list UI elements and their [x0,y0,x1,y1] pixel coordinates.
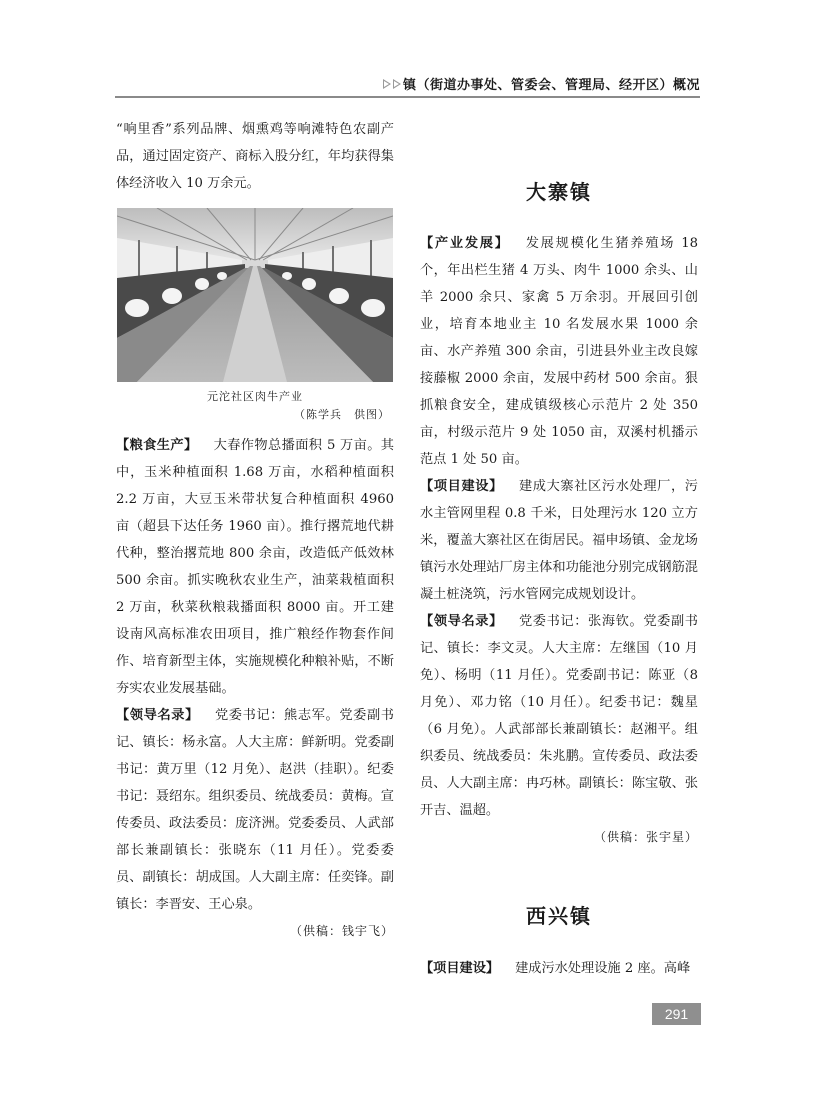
dazhai-project-tag: 【项目建设】 [420,479,503,494]
dazhai-leaders-paragraph [420,608,698,824]
running-header [115,72,700,98]
left-body [116,432,394,945]
xixing-body [420,955,698,982]
left-leaders-paragraph [116,702,394,918]
dazhai-industry-paragraph [420,230,698,473]
left-intro-block [116,116,394,197]
xixing-project-paragraph [420,955,698,982]
photo-credit: （陈学兵 供图） [294,408,390,421]
dazhai-industry-tag: 【产业发展】 [420,236,510,251]
photo-illustration [117,208,393,382]
photo-caption: 元沱社区肉牛产业 [207,390,303,403]
dazhai-leaders-tag: 【领导名录】 [420,614,503,629]
triangle-right-icon [383,79,391,89]
xixing-project-tag: 【项目建设】 [420,961,500,976]
left-leaders-text: 党委书记：熊志军。党委副书记、镇长：杨永富。人大主席：鲜新明。党委副书记：黄万里（12 月免）、赵洪（挂职）。纪委书记：聂绍东。组织委员、统战委员：黄梅。宣传委员、政法委员：庞济洲。党委委员、人武部部长兼副镇长：张晓东（11 月任）。党委委员、副镇长：胡成国。人大副主席：任奕锋。副镇长：李晋安、王心泉。 [116,708,394,912]
header-title: 镇（街道办事处、管委会、管理局、经开区）概况 [402,78,700,93]
dazhai-contributor-credit: （供稿：张宇星） [593,830,698,844]
left-leaders-tag: 【领导名录】 [116,708,199,723]
page-number: 291 [652,1003,701,1025]
section-title-dazhai: 大寨镇 [526,180,592,204]
grain-production-text: 大春作物总播面积 5 万亩。其中，玉米种植面积 1.68 万亩，水稻种植面积 2.2 万亩，大豆玉米带状复合种植面积 4960 亩（超县下达任务 1960 亩）。推行撂荒地代耕代种，整治撂荒地 800 余亩，改造低产低效林 500 余亩。抓实晚秋农业生产，油菜栽植面积 2 万亩，秋菜秋粮栽播面积 8000 亩。开工建设南风高标准农田项目，推广粮经作物套作间作、培育新型主体，实施规模化种粮补贴，不断夯实农业发展基础。 [116,438,394,696]
xixing-project-text: 建成污水处理设施 2 座。高峰 [515,961,691,976]
section-title-xixing: 西兴镇 [526,904,592,928]
intro-paragraph: “响里香”系列品牌、烟熏鸡等响滩特色农副产品，通过固定资产、商标入股分红，年均获得集体经济收入 10 万余元。 [116,122,394,191]
triangle-right-icon [393,79,401,89]
grain-production-tag: 【粮食生产】 [116,438,198,453]
dazhai-body [420,230,698,851]
dazhai-leaders-text: 党委书记：张海钦。党委副书记、镇长：李文灵。人大主席：左继国（10 月免）、杨明（11 月任）。党委副书记：陈亚（8 月免）、邓力铭（10 月任）。纪委书记：魏星（6 月免）。人武部部长兼副镇长：赵湘平。组织委员、统战委员：朱兆鹏。宣传委员、政法委员、人大副主席：冉巧林。副镇长：陈宝敬、张开吉、温超。 [420,614,698,818]
photo-caption-block [116,388,394,424]
grain-production-paragraph [116,432,394,702]
cattle-barn-photo [117,208,393,382]
dazhai-project-text: 建成大寨社区污水处理厂，污水主管网里程 0.8 千米，日处理污水 120 立方米，覆盖大寨社区在街居民。福申场镇、金龙场镇污水处理站厂房主体和功能池分别完成钢筋混凝土桩浇筑，污水管网完成规划设计。 [420,479,698,602]
dazhai-industry-text: 发展规模化生猪养殖场 18 个，年出栏生猪 4 万头、肉牛 1000 余头、山羊 2000 余只、家禽 5 万余羽。开展回引创业，培育本地业主 10 名发展水果 1000 余亩、水产养殖 300 余亩，引进县外业主改良嫁接藤椒 2000 余亩，发展中药材 500 余亩。狠抓粮食安全，建成镇级核心示范片 2 处 350 亩，村级示范片 9 处 1050 亩，双溪村机播示范点 1 处 50 亩。 [420,236,698,467]
dazhai-project-paragraph [420,473,698,608]
left-contributor-credit: （供稿：钱宇飞） [289,924,394,938]
running-header-text [383,74,700,93]
